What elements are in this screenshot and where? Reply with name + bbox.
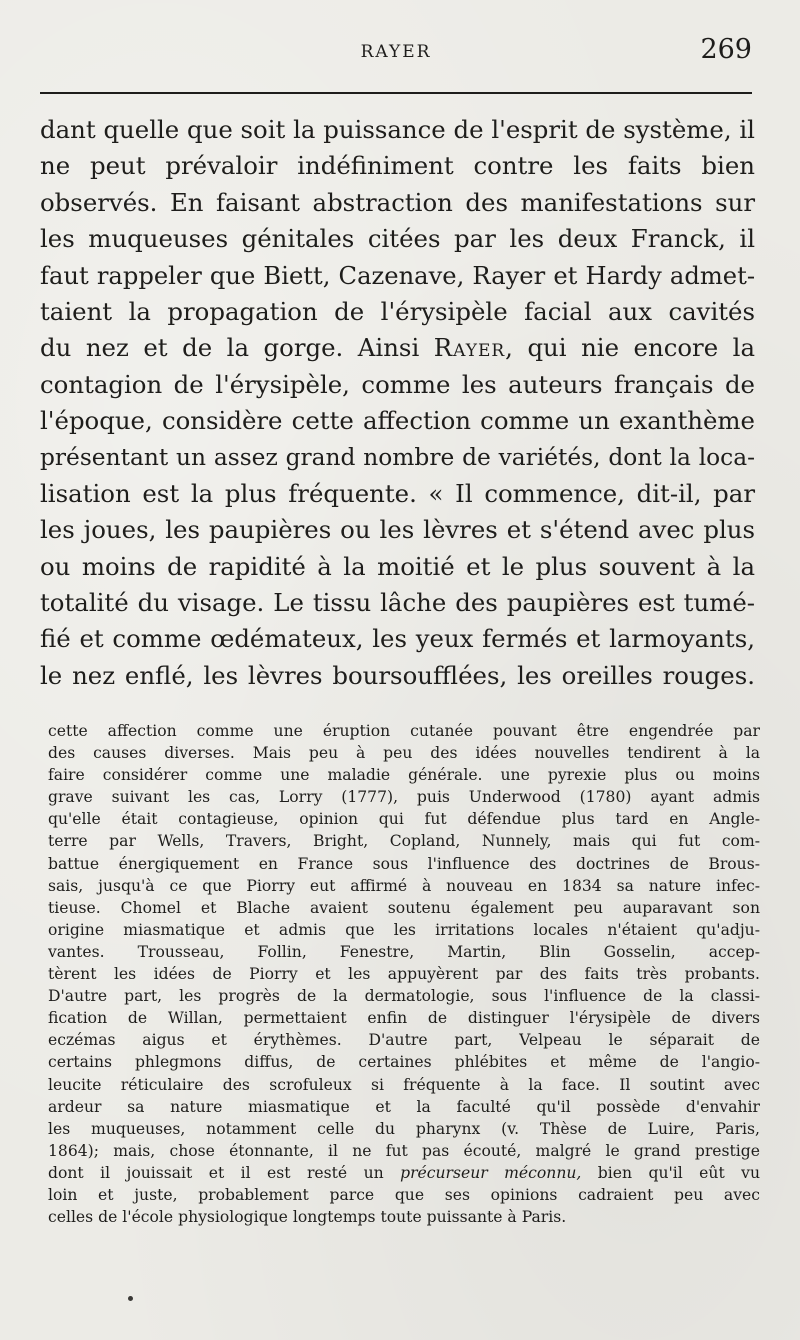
- footnote-line: sais, jusqu'à ce que Piorry eut affirmé à nouveau en 1834 sa nature infec-: [48, 876, 760, 895]
- page-number: 269: [700, 34, 752, 65]
- footnote-line: terre par Wells, Travers, Bright, Copland, Nunnely, mais qui fut com-: [48, 832, 760, 851]
- footnote-line: certains phlegmons diffus, de certaines phlébites et même de l'angio-: [48, 1053, 760, 1072]
- main-text-line: le nez enflé, les lèvres boursoufflées, les oreilles rouges.: [40, 660, 755, 690]
- footnote-line: grave suivant les cas, Lorry (1777), puis Underwood (1780) ayant admis: [48, 788, 760, 807]
- footnote-line: vantes. Trousseau, Follin, Fenestre, Martin, Blin Gosselin, accep-: [48, 942, 760, 961]
- ink-speck: [128, 1296, 133, 1301]
- footnote-italic-phrase: précurseur méconnu,: [400, 1163, 582, 1182]
- main-text-line: dant quelle que soit la puissance de l'esprit de système, il: [40, 115, 755, 144]
- footnote-line: loin et juste, probablement parce que ses opinions cadraient peu avec: [48, 1185, 760, 1204]
- footnote-line: cette affection comme une éruption cutanée pouvant être engendrée par: [48, 722, 760, 740]
- author-name-small-caps: Rayer: [433, 333, 506, 363]
- main-text-line: contagion de l'érysipèle, comme les auteurs français de: [40, 369, 755, 399]
- footnote-segment: bien qu'il eût vu: [581, 1163, 760, 1182]
- main-text-segment: , qui nie encore la: [505, 333, 755, 363]
- footnote-line: fication de Willan, permettaient enfin de distinguer l'érysipèle de divers: [48, 1009, 760, 1028]
- main-text-line: ou moins de rapidité à la moitié et le plus souvent à la: [40, 551, 755, 581]
- footnote-line: ardeur sa nature miasmatique et la faculté qu'il possède d'envahir: [48, 1097, 760, 1116]
- footnote-line: leucite réticulaire des scrofuleux si fréquente à la face. Il soutint avec: [48, 1075, 760, 1094]
- main-text-block: [40, 112, 755, 694]
- footnote-line: battue énergiquement en France sous l'influence des doctrines de Brous-: [48, 854, 760, 873]
- main-text-line: taient la propagation de l'érysipèle facial aux cavités: [40, 296, 755, 326]
- main-text-line: fié et comme œdémateux, les yeux fermés et larmoyants,: [40, 624, 755, 654]
- footnote-line: 1864); mais, chose étonnante, il ne fut pas écouté, malgré le grand prestige: [48, 1141, 760, 1160]
- footnote-line: D'autre part, les progrès de la dermatologie, sous l'influence de la classi-: [48, 987, 760, 1006]
- footnote-line: celles de l'école physiologique longtemps toute puissante à Paris.: [48, 1208, 567, 1227]
- footnote-line: eczémas aigus et érythèmes. D'autre part, Velpeau le séparait de: [48, 1031, 760, 1050]
- main-text-line: présentant un assez grand nombre de variétés, dont la loca-: [40, 443, 755, 471]
- main-text-line: les joues, les paupières ou les lèvres et s'étend avec plus: [40, 515, 755, 545]
- footnote-block: [48, 720, 760, 1228]
- footnote-line: tèrent les idées de Piorry et les appuyèrent par des faits très probants.: [48, 965, 760, 984]
- footnote-line: qu'elle était contagieuse, opinion qui fut défendue plus tard en Angle-: [48, 810, 760, 829]
- footnote-line: [48, 1162, 760, 1184]
- running-head: [40, 34, 752, 74]
- main-text-line: les muqueuses génitales citées par les deux Franck, il: [40, 224, 755, 254]
- main-text-line: [40, 330, 755, 366]
- main-text-line: lisation est la plus fréquente. « Il commence, dit-il, par: [40, 478, 755, 508]
- footnote-line: origine miasmatique et admis que les irritations locales n'étaient qu'adju-: [48, 920, 760, 939]
- header-rule: [40, 92, 752, 94]
- main-text-line: totalité du visage. Le tissu lâche des paupières est tumé-: [40, 588, 755, 618]
- footnote-line: des causes diverses. Mais peu à peu des idées nouvelles tendirent à la: [48, 744, 760, 763]
- main-text-line: faut rappeler que Biett, Cazenave, Rayer et Hardy admet-: [40, 261, 755, 290]
- main-text-line: observés. En faisant abstraction des manifestations sur: [40, 187, 755, 217]
- main-text-line: l'époque, considère cette affection comme un exanthème: [40, 406, 755, 436]
- footnote-line: faire considérer comme une maladie générale. une pyrexie plus ou moins: [48, 766, 760, 785]
- footnote-line: les muqueuses, notamment celle du pharynx (v. Thèse de Luire, Paris,: [48, 1119, 760, 1138]
- main-text-line: ne peut prévaloir indéfiniment contre les faits bien: [40, 151, 755, 181]
- running-title: RAYER: [360, 42, 432, 62]
- main-text-segment: du nez et de la gorge. Ainsi: [40, 333, 434, 363]
- footnote-segment: dont il jouissait et il est resté un: [48, 1163, 401, 1182]
- footnote-line: tieuse. Chomel et Blache avaient soutenu également peu auparavant son: [48, 898, 760, 917]
